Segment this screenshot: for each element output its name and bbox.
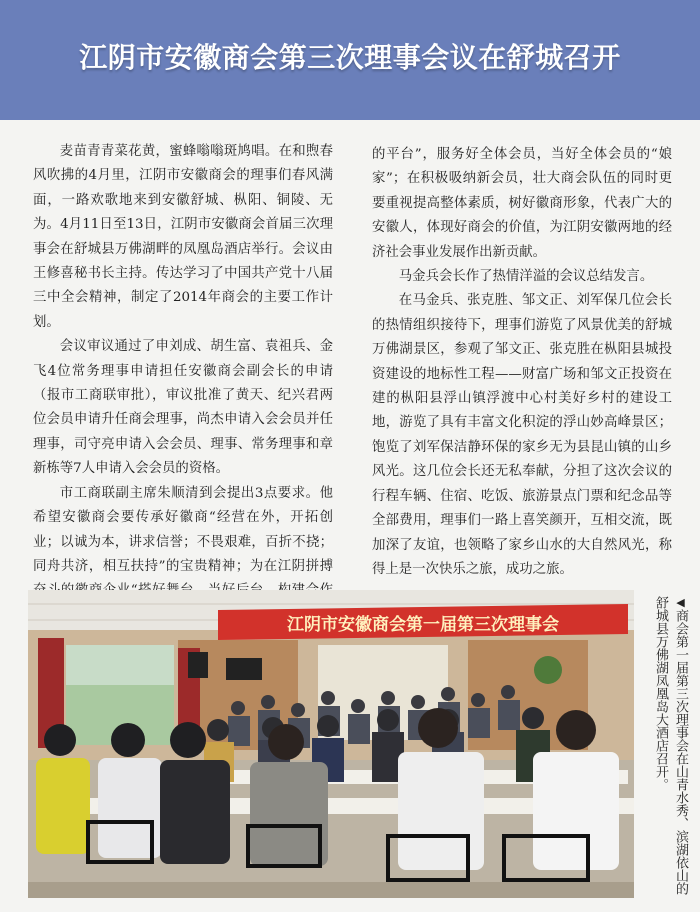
meeting-photo [28,590,634,898]
paragraph-intro: 麦苗青青菜花黄，蜜蜂嗡嗡斑鸠唱。在和煦春风吹拂的4月里，江阴市安徽商会的理事们春风满面，一路欢歌地来到安徽舒城、枞阳、铜陵、无为。4月11日至13日，江阴市安徽商会首届三次理事会在舒城县万佛湖畔的凤凰岛酒店举行。会议由王修喜秘书长主持。传达学习了中国共产党十八届三中全会精神，制定了2014年商会的主要工作计划。 [33,144,333,330]
paragraph-summary-speech: 马金兵会长作了热情洋溢的会议总结发言。 [398,269,654,285]
title-banner [0,0,700,120]
caption-text: 商会第一届第三次理事会在山青水秀、滨湖依山的舒城县万佛湖凤凰岛大酒店召开。 [653,596,688,895]
banner-text: 江阴市安徽商会第一届第三次理事会 [287,615,559,635]
paragraph-tour: 在马金兵、张克胜、邹文正、刘军保几位会长的热情组织接待下，理事们游览了风景优美的舒城万佛湖景区，参观了邹文正、张克胜在枞阳县城投资建设的地标性工程——财富广场和邹文正投资在建的枞阳县浮山镇浮渡中心村美好乡村的建设工地，游览了具有丰富文化积淀的浮山妙高峰景区；饱览了刘军保洁静环保的家乡无为县昆山镇的山乡风光。这几位会长还无私奉献，分担了这次会议的行程车辆、住宿、吃饭、旅游景点门票和纪念品等全部费用，理事们一路上喜笑颜开，互相交流，既加深了友谊，也领略了家乡山水的大自然风光，称得上是一次快乐之旅，成功之旅。 [372,293,672,577]
photo-caption [646,596,690,896]
article-column-left [33,140,333,628]
article-column-right [372,143,672,582]
caption-arrow-icon: ◀ [674,596,687,609]
paragraph-requirements: 市工商联副主席朱顺清到会提出3点要求。他希望安徽商会要传承好徽商“经营在外，开拓创业；以诚为本，讲求信誉；不畏艰难，百折不挠；同舟共济，相互扶持”的宝贵精神；为在江阴拼搏 [33,485,333,574]
paragraph-requirements-continued: 的平台”，服务好全体会员，当好全体会员的“娘家”；在积极吸纳新会员，壮大商会队伍的同时更要重视提高整体素质，树好徽商形象，代表广大的安徽人，体现好商会的价值，为江阴安徽两地的经济社会事业发展作出新贡献。 [372,147,672,260]
page-title: 江阴市安徽商会第三次理事会议在舒城召开 [79,41,621,74]
paragraph-review: 会议审议通过了申刘成、胡生富、袁祖兵、金飞4位常务理事申请担任安徽商会副会长的申请（报市工商联审批），审议批准了黄天、纪兴君两位会员申请升任商会理事，尚杰申请入会会员并任理事，司守亮申请入会会员、理事、常务理事和章新栋等7人申请入会会员的资格。 [33,339,333,477]
